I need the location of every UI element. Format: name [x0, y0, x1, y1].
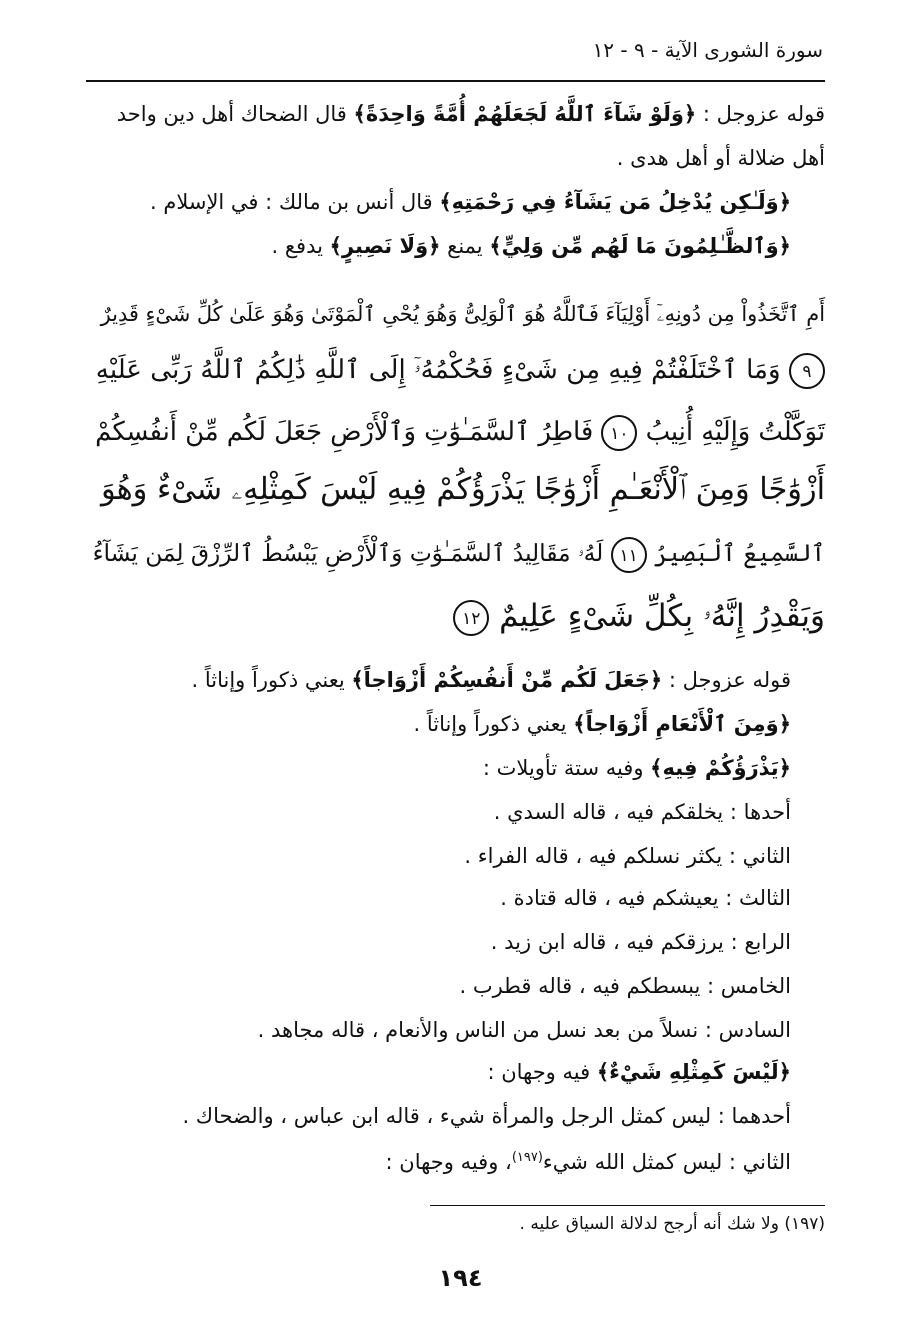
text-run: يمنع [440, 234, 490, 258]
commentary-line [117, 96, 825, 132]
verse-text: وَمَا ٱخْتَلَفْتُمْ فِيهِ مِن شَىْءٍ فَحُكْمُهُۥٓ إِلَى ٱللَّهِ ذَٰلِكُمُ ٱللَّهُ رَبِّى عَلَيْهِ [95, 355, 789, 385]
quran-quote: ﴿وَلَوْ شَآءَ ٱللَّهُ لَجَعَلَهُمْ أُمَّةً وَاحِدَةً﴾ [353, 102, 697, 126]
commentary-line [150, 184, 791, 220]
commentary-line [413, 706, 791, 742]
footnote: (١٩٧) ولا شك أنه أرجح لدلالة السياق عليه . [519, 1214, 825, 1234]
quran-quote: ﴿جَعَلَ لَكُم مِّنْ أَنفُسِكُمْ أَزْوَاجاً﴾ [351, 668, 663, 692]
commentary-line: الثالث : يعيشكم فيه ، قاله قتادة . [500, 886, 791, 910]
quran-quote: ﴿لَيْسَ كَمِثْلِهِ شَيْءٌ﴾ [596, 1060, 791, 1084]
running-head: سورة الشورى الآية - ٩ - ١٢ [592, 38, 823, 62]
text-run: وفيه ستة تأويلات : [482, 756, 651, 780]
footnote-reference: (١٩٧) [511, 1150, 543, 1165]
quran-verse-line [453, 588, 825, 644]
text-run: الثاني : ليس كمثل الله شيء [542, 1150, 791, 1174]
commentary-line: السادس : نسلاً من بعد نسل من الناس والأنعام ، قاله مجاهد . [257, 1018, 791, 1042]
commentary-line [487, 1054, 791, 1090]
quran-verse-line: أَمِ ٱتَّخَذُواْ مِن دُونِهِۦٓ أَوْلِيَآءَ فَٱللَّهُ هُوَ ٱلْوَلِىُّ وَهُوَ يُحْىِ ٱلْمَوْتَىٰ وَهُوَ عَلَىٰ كُلِّ شَىْءٍ قَدِيرٌ [100, 302, 825, 326]
text-run: فيه وجهان : [487, 1060, 597, 1084]
quran-quote: ﴿وَلَـٰكِن يُدْخِلُ مَن يَشَآءُ فِي رَحْمَتِهِ﴾ [439, 190, 791, 214]
commentary-line [192, 662, 791, 698]
text-run: قوله عزوجل : [662, 668, 791, 692]
commentary-line: الخامس : يبسطكم فيه ، قاله قطرب . [459, 974, 791, 998]
quran-quote: ﴿يَذْرَؤُكُمْ فِيهِ﴾ [650, 756, 791, 780]
header-rule [86, 80, 825, 82]
quran-verse-line [95, 404, 825, 460]
text-run: يعني ذكوراً وإناثاً . [413, 712, 574, 736]
page-number: ١٩٤ [438, 1264, 483, 1292]
verse-text: فَاطِرُ ٱلسَّمَـٰوَٰتِ وَٱلْأَرْضِ جَعَلَ لَكُم مِّنْ أَنفُسِكُمْ [95, 417, 602, 447]
verse-text: تَوَكَّلْتُ وَإِلَيْهِ أُنِيبُ [637, 417, 825, 447]
ayah-number-marker: ١١ [611, 537, 647, 573]
text-run: ، وفيه وجهان : [385, 1150, 512, 1174]
commentary-line: أحدها : يخلقكم فيه ، قاله السدي . [493, 800, 791, 824]
quran-verse-line [93, 526, 825, 582]
commentary-line: الرابع : يرزقكم فيه ، قاله ابن زيد . [490, 930, 791, 954]
ayah-number-marker: ١٠ [601, 415, 637, 451]
verse-text: لَهُۥ مَقَالِيدُ ٱلسَّمَـٰوَٰتِ وَٱلْأَرْضِ يَبْسُطُ ٱلرِّزْقَ لِمَن يَشَآءُ [92, 540, 611, 567]
commentary-line: أحدهما : ليس كمثل الرجل والمرأة شيء ، قاله ابن عباس ، والضحاك . [182, 1104, 791, 1128]
text-run: قال أنس بن مالك : في الإسلام . [149, 190, 440, 214]
text-run: يدفع . [271, 234, 330, 258]
commentary-line [386, 1140, 791, 1180]
commentary-line: أهل ضلالة أو أهل هدى . [616, 146, 825, 170]
text-run: يعني ذكوراً وإناثاً . [191, 668, 352, 692]
verse-text: ٱلسَّمِيعُ ٱلْبَصِيرُ [646, 540, 825, 567]
quran-verse-line: أَزْوَٰجًا وَمِنَ ٱلْأَنْعَـٰمِ أَزْوَٰجًا يَذْرَؤُكُمْ فِيهِ لَيْسَ كَمِثْلِهِۦ شَىْءٌ وَهُوَ [101, 472, 825, 507]
commentary-line: الثاني : يكثر نسلكم فيه ، قاله الفراء . [464, 844, 791, 868]
text-run: قال الضحاك أهل دين واحد [116, 102, 354, 126]
verse-text: وَيَقْدِرُ إِنَّهُۥ بِكُلِّ شَىْءٍ عَلِيمٌ [489, 598, 825, 634]
text-run: قوله عزوجل : [696, 102, 825, 126]
commentary-line [272, 228, 791, 264]
quran-quote: ﴿وَٱلظَّـٰلِمُونَ مَا لَهُم مِّن وَلِيٍّ﴾ [489, 234, 791, 258]
commentary-line [483, 750, 791, 786]
quran-quote: ﴿وَلَا نَصِيرٍ﴾ [329, 234, 441, 258]
footnote-rule [430, 1205, 825, 1206]
ayah-number-marker: ٩ [789, 353, 825, 389]
ayah-number-marker: ١٢ [453, 600, 489, 636]
quran-verse-line [96, 342, 825, 398]
quran-quote: ﴿وَمِنَ ٱلْأَنْعَامِ أَزْوَاجاً﴾ [573, 712, 791, 736]
